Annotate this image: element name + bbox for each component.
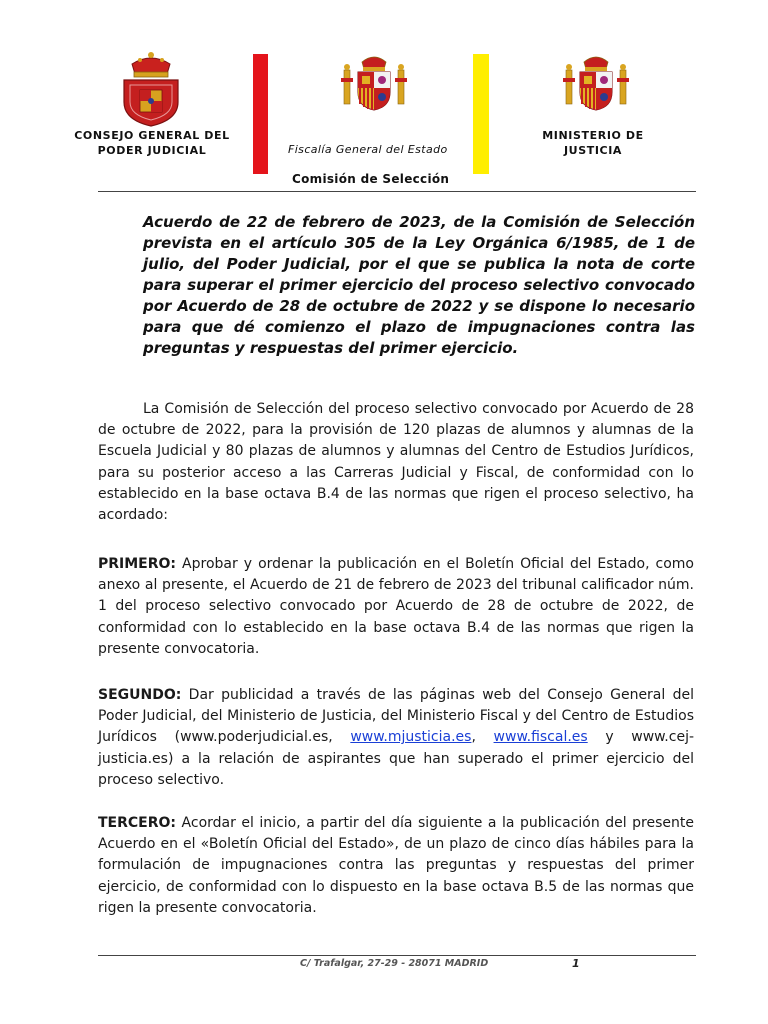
- intro-text: La Comisión de Selección del proceso selectivo convocado por Acuerdo de 28 de octubre de 2022, para la provisión de 120 plazas de alumnos y alumnas de la Escuela Judicial y 80 plazas de alumnos y alumnas del Centro de Estudios Jurídicos, para su posterior acceso a las Carreras Judicial y Fiscal, de conformidad con lo establecido en la base octava B.4 de las normas que rigen el proceso selectivo, ha acordado:: [98, 401, 694, 524]
- cgpj-name: [70, 128, 234, 158]
- ministerio-name-line2: JUSTICIA: [563, 144, 623, 157]
- ministerio-name: [528, 128, 658, 158]
- footer-divider: [98, 955, 696, 956]
- spain-coat-of-arms-icon: [340, 52, 408, 112]
- primero-paragraph: [98, 554, 694, 660]
- yellow-flag-bar: [473, 54, 489, 174]
- tercero-label: TERCERO:: [98, 815, 177, 831]
- ministerio-name-line1: MINISTERIO DE: [542, 129, 644, 142]
- segundo-text-a: Dar publicidad a través de las páginas web del Consejo General del Poder Judicial, del Ministerio de Justicia, del Ministerio Fiscal y del Centro de Estudios Jurídicos (www.poderjudicial.es,: [98, 687, 694, 746]
- segundo-paragraph: [98, 685, 694, 791]
- cgpj-coat-of-arms-icon: [118, 50, 184, 128]
- segundo-text-b: y www.cej-justicia.es) a la relación de aspirantes que han superado el primer ejercicio del proceso selectivo.: [98, 729, 695, 788]
- fiscalia-name: Fiscalía General del Estado: [288, 143, 448, 156]
- tercero-text: Acordar el inicio, a partir del día siguiente a la publicación del presente Acuerdo en el «Boletín Oficial del Estado», de un plazo de cinco días hábiles para la formulación de impugnaciones contra las preguntas y respuestas del primer ejercicio, de conformidad con lo dispuesto en la base octava B.5 de las normas que rigen la presente convocatoria.: [98, 815, 694, 916]
- tercero-paragraph: [98, 813, 694, 919]
- cgpj-name-line1: CONSEJO GENERAL DEL: [74, 129, 230, 142]
- red-flag-bar: [253, 54, 268, 174]
- page-number: 1: [572, 957, 580, 970]
- cgpj-name-line2: PODER JUDICIAL: [97, 144, 207, 157]
- primero-label: PRIMERO:: [98, 556, 177, 572]
- spain-coat-of-arms-icon: [562, 52, 630, 112]
- fiscal-link[interactable]: www.fiscal.es: [493, 729, 588, 746]
- document-title: Acuerdo de 22 de febrero de 2023, de la Comisión de Selección prevista en el artículo 305 de la Ley Orgánica 6/1985, de 1 de julio, del Poder Judicial, por el que se publica la nota de corte para superar el primer ejercicio del proceso selectivo convocado por Acuerdo de 28 de octubre de 2022 y se dispone lo necesario para que dé comienzo el plazo de impugnaciones contra las preguntas y respuestas del primer ejercicio.: [143, 213, 695, 357]
- footer-address: C/ Trafalgar, 27-29 - 28071 MADRID: [300, 958, 489, 969]
- primero-text: Aprobar y ordenar la publicación en el Boletín Oficial del Estado, como anexo al presente, el Acuerdo de 21 de febrero de 2023 del tribunal calificador núm. 1 del proceso selectivo convocado por Acuerdo de 28 de octubre de 2022, de conformidad con lo establecido en la base octava B.4 de las normas que rigen la presente convocatoria.: [98, 556, 694, 657]
- segundo-sep: ,: [471, 729, 494, 746]
- comision-heading: Comisión de Selección: [292, 172, 450, 186]
- segundo-label: SEGUNDO:: [98, 687, 182, 703]
- mjusticia-link[interactable]: www.mjusticia.es: [350, 729, 472, 746]
- intro-paragraph: [98, 399, 694, 526]
- header-divider: [98, 191, 696, 192]
